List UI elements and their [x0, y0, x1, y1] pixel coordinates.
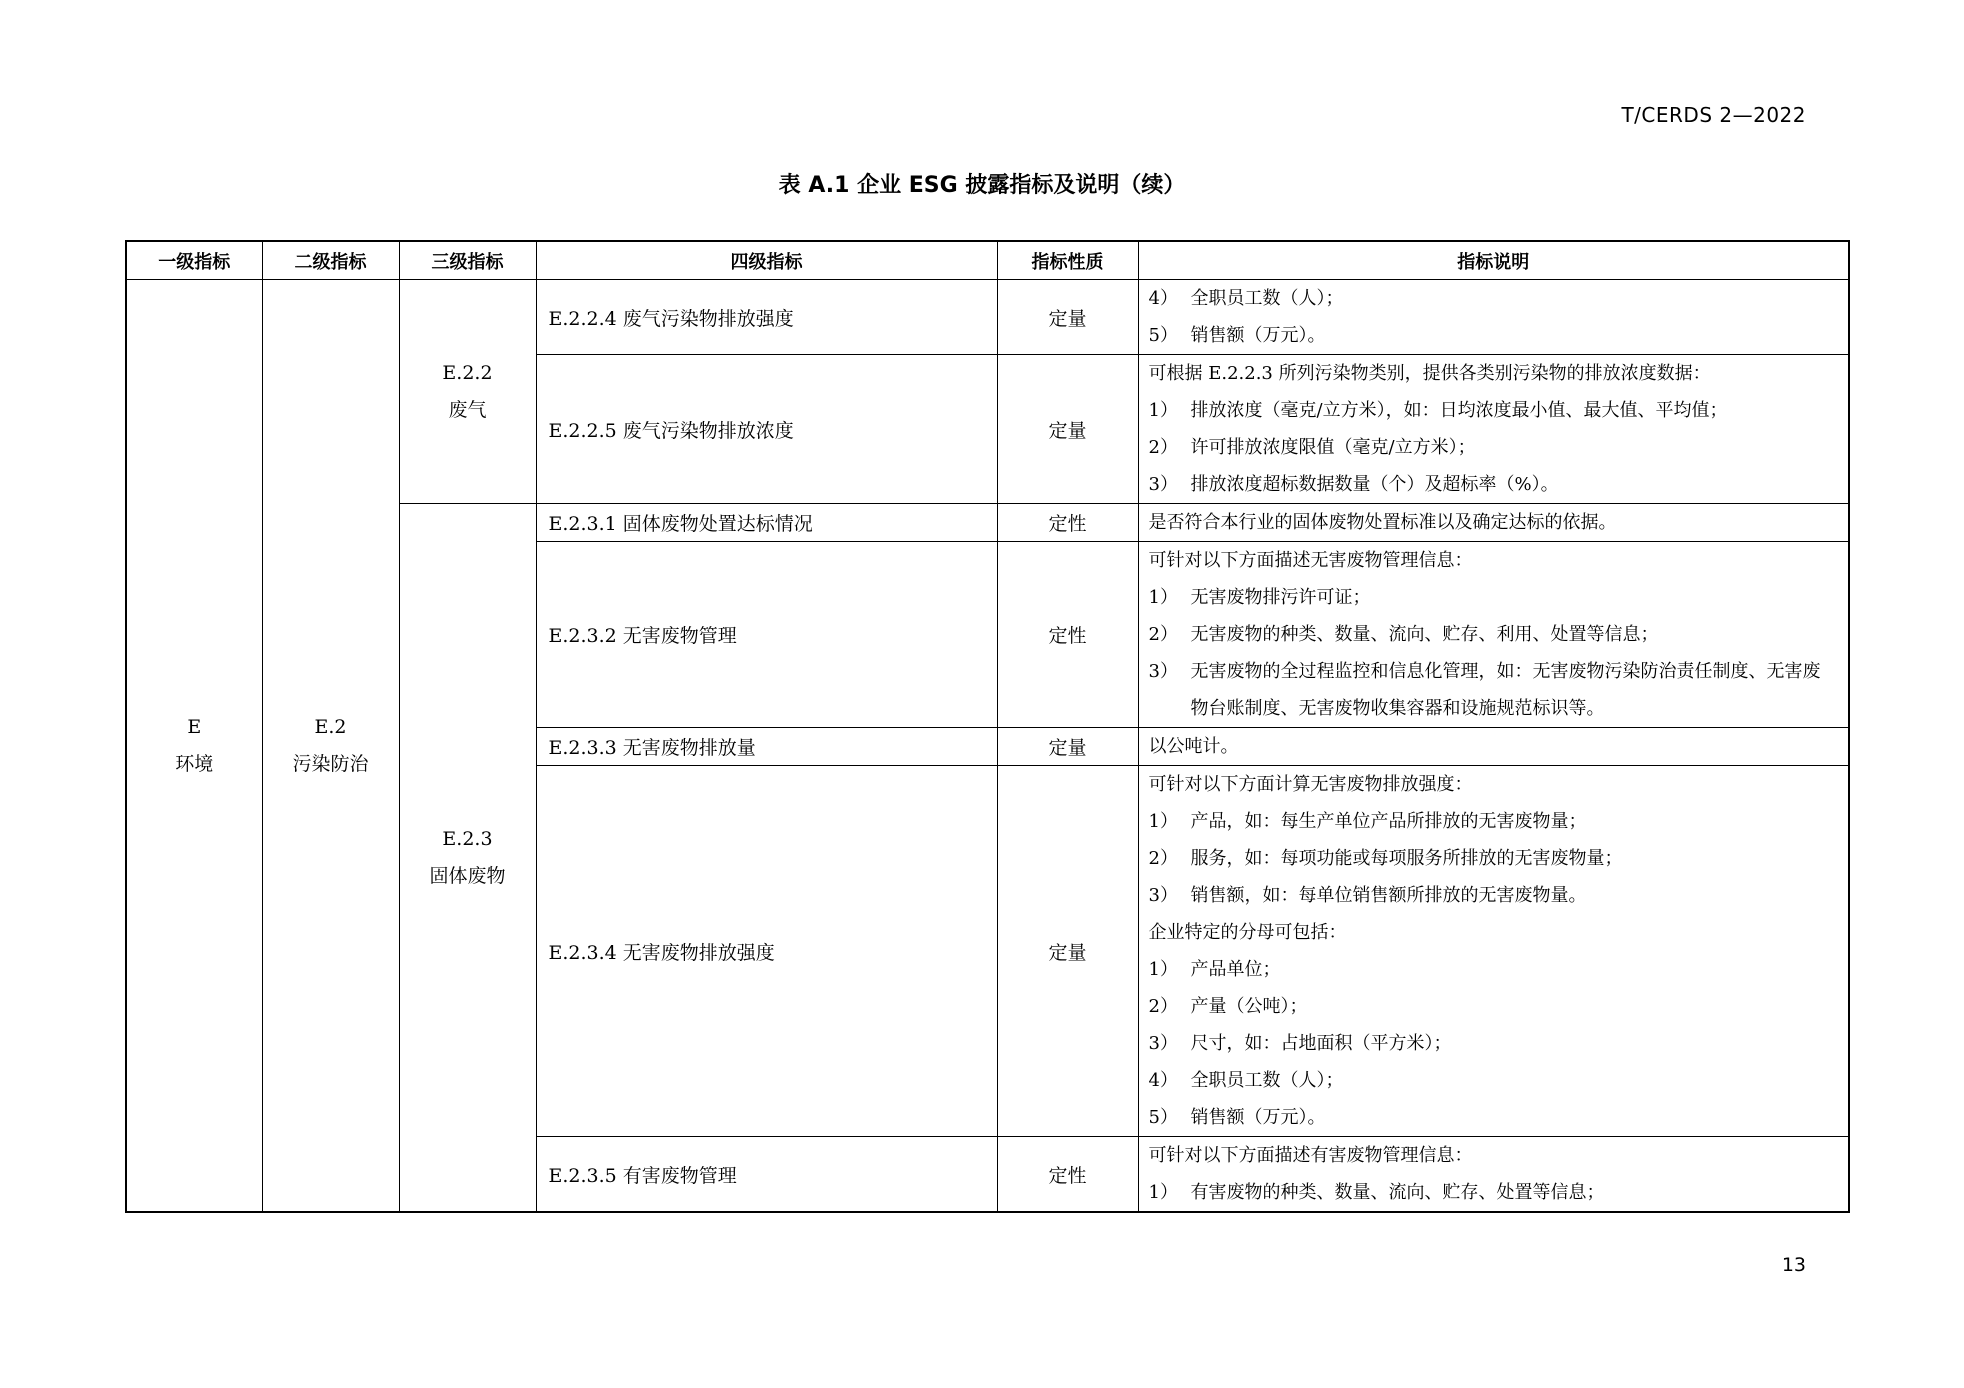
level2-code: E.2	[314, 715, 347, 738]
description-cell	[1138, 766, 1849, 1137]
description-text: 尺寸，如：占地面积（平方米）；	[1190, 1033, 1452, 1054]
description-text: 可根据 E.2.2.3 所列污染物类别，提供各类别污染物的排放浓度数据：	[1148, 363, 1711, 384]
nature-cell: 定量	[997, 766, 1138, 1137]
nature-cell: 定量	[997, 280, 1138, 355]
level4-cell: E.2.2.5 废气污染物排放浓度	[536, 355, 997, 504]
description-text: 服务，如：每项功能或每项服务所排放的无害废物量；	[1190, 848, 1623, 869]
description-text: 销售额（万元）。	[1190, 325, 1326, 346]
description-text: 可针对以下方面描述无害废物管理信息：	[1148, 550, 1473, 571]
description-text: 销售额（万元）。	[1190, 1107, 1326, 1128]
level1-code: E	[187, 715, 202, 738]
level4-cell: E.2.3.5 有害废物管理	[536, 1137, 997, 1213]
description-line	[1149, 392, 1839, 429]
description-text: 排放浓度超标数据数量（个）及超标率（%）。	[1190, 474, 1559, 495]
header-description: 指标说明	[1138, 241, 1849, 280]
description-cell	[1138, 280, 1849, 355]
description-line	[1149, 988, 1839, 1025]
nature-cell: 定量	[997, 728, 1138, 766]
description-line	[1149, 1099, 1839, 1136]
description-text: 是否符合本行业的固体废物处置标准以及确定达标的依据。	[1148, 512, 1617, 533]
description-text: 排放浓度（毫克/立方米），如：日均浓度最小值、最大值、平均值；	[1190, 400, 1728, 421]
table-title: 表 A.1 企业 ESG 披露指标及说明（续）	[778, 173, 1186, 198]
description-line	[1149, 653, 1839, 727]
header-level1: 一级指标	[126, 241, 262, 280]
list-number: 5）	[1148, 325, 1178, 346]
description-line	[1149, 1174, 1839, 1211]
description-cell	[1138, 504, 1849, 542]
list-number: 2）	[1148, 437, 1178, 458]
description-text: 全职员工数（人）；	[1190, 288, 1344, 309]
list-number: 2）	[1148, 996, 1178, 1017]
list-number: 3）	[1148, 1033, 1178, 1054]
description-text: 可针对以下方面计算无害废物排放强度：	[1148, 774, 1473, 795]
description-text: 销售额，如：每单位销售额所排放的无害废物量。	[1190, 885, 1587, 906]
list-number: 1）	[1148, 1182, 1178, 1203]
description-line	[1149, 542, 1839, 579]
nature-cell: 定性	[997, 1137, 1138, 1213]
description-text: 有害废物的种类、数量、流向、贮存、处置等信息；	[1190, 1182, 1605, 1203]
description-line	[1149, 766, 1839, 803]
description-line	[1149, 579, 1839, 616]
list-number: 1）	[1148, 959, 1178, 980]
indicator-table	[125, 240, 1850, 1213]
level3-cell	[399, 280, 536, 504]
nature-cell: 定性	[997, 542, 1138, 728]
description-text: 无害废物排污许可证；	[1190, 587, 1371, 608]
description-line	[1149, 355, 1839, 392]
description-text: 无害废物的全过程监控和信息化管理，如：无害废物污染防治责任制度、无害废物台账制度、无害废物收集容器和设施规范标识等。	[1190, 661, 1821, 719]
header-nature: 指标性质	[997, 241, 1138, 280]
list-number: 3）	[1148, 474, 1178, 495]
nature-cell: 定量	[997, 355, 1138, 504]
level4-cell: E.2.3.1 固体废物处置达标情况	[536, 504, 997, 542]
description-line	[1149, 1062, 1839, 1099]
list-number: 3）	[1148, 661, 1178, 682]
description-cell	[1138, 728, 1849, 766]
description-line	[1149, 914, 1839, 951]
header-level2: 二级指标	[262, 241, 399, 280]
description-line	[1149, 317, 1839, 354]
level1-name: 环境	[175, 752, 214, 775]
level3-name: 固体废物	[429, 864, 506, 887]
description-text: 无害废物的种类、数量、流向、贮存、利用、处置等信息；	[1190, 624, 1659, 645]
level4-cell: E.2.2.4 废气污染物排放强度	[536, 280, 997, 355]
nature-cell: 定性	[997, 504, 1138, 542]
description-cell	[1138, 1137, 1849, 1213]
description-line	[1149, 466, 1839, 503]
header-level3: 三级指标	[399, 241, 536, 280]
level4-cell: E.2.3.4 无害废物排放强度	[536, 766, 997, 1137]
level3-code: E.2.3	[442, 827, 493, 850]
level2-name: 污染防治	[292, 752, 369, 775]
table-row	[126, 280, 1849, 355]
list-number: 3）	[1148, 885, 1178, 906]
table-header-row	[126, 241, 1849, 280]
description-line	[1149, 616, 1839, 653]
standard-id: T/CERDS 2—2022	[1621, 103, 1806, 127]
description-text: 可针对以下方面描述有害废物管理信息：	[1148, 1145, 1473, 1166]
page-number: 13	[1781, 1254, 1806, 1276]
level3-cell	[399, 504, 536, 1213]
list-number: 5）	[1148, 1107, 1178, 1128]
list-number: 4）	[1148, 288, 1178, 309]
level3-code: E.2.2	[442, 361, 493, 384]
list-number: 1）	[1148, 400, 1178, 421]
header-level4: 四级指标	[536, 241, 997, 280]
description-line	[1149, 280, 1839, 317]
description-text: 产量（公吨）；	[1190, 996, 1308, 1017]
level1-cell	[126, 280, 262, 1213]
description-text: 许可排放浓度限值（毫克/立方米）；	[1190, 437, 1476, 458]
level3-name: 废气	[448, 398, 487, 421]
description-text: 企业特定的分母可包括：	[1148, 922, 1347, 943]
description-line	[1149, 1137, 1839, 1174]
description-line	[1149, 803, 1839, 840]
list-number: 4）	[1148, 1070, 1178, 1091]
description-line	[1149, 429, 1839, 466]
list-number: 2）	[1148, 624, 1178, 645]
description-line	[1149, 504, 1839, 541]
description-line	[1149, 1025, 1839, 1062]
description-text: 全职员工数（人）；	[1190, 1070, 1344, 1091]
list-number: 1）	[1148, 811, 1178, 832]
list-number: 2）	[1148, 848, 1178, 869]
description-text: 产品，如：每生产单位产品所排放的无害废物量；	[1190, 811, 1587, 832]
level2-cell	[262, 280, 399, 1213]
description-line	[1149, 951, 1839, 988]
description-line	[1149, 728, 1839, 765]
description-text: 以公吨计。	[1148, 736, 1239, 757]
description-text: 产品单位；	[1190, 959, 1281, 980]
description-cell	[1138, 542, 1849, 728]
description-line	[1149, 877, 1839, 914]
description-cell	[1138, 355, 1849, 504]
list-number: 1）	[1148, 587, 1178, 608]
description-line	[1149, 840, 1839, 877]
level4-cell: E.2.3.2 无害废物管理	[536, 542, 997, 728]
level4-cell: E.2.3.3 无害废物排放量	[536, 728, 997, 766]
